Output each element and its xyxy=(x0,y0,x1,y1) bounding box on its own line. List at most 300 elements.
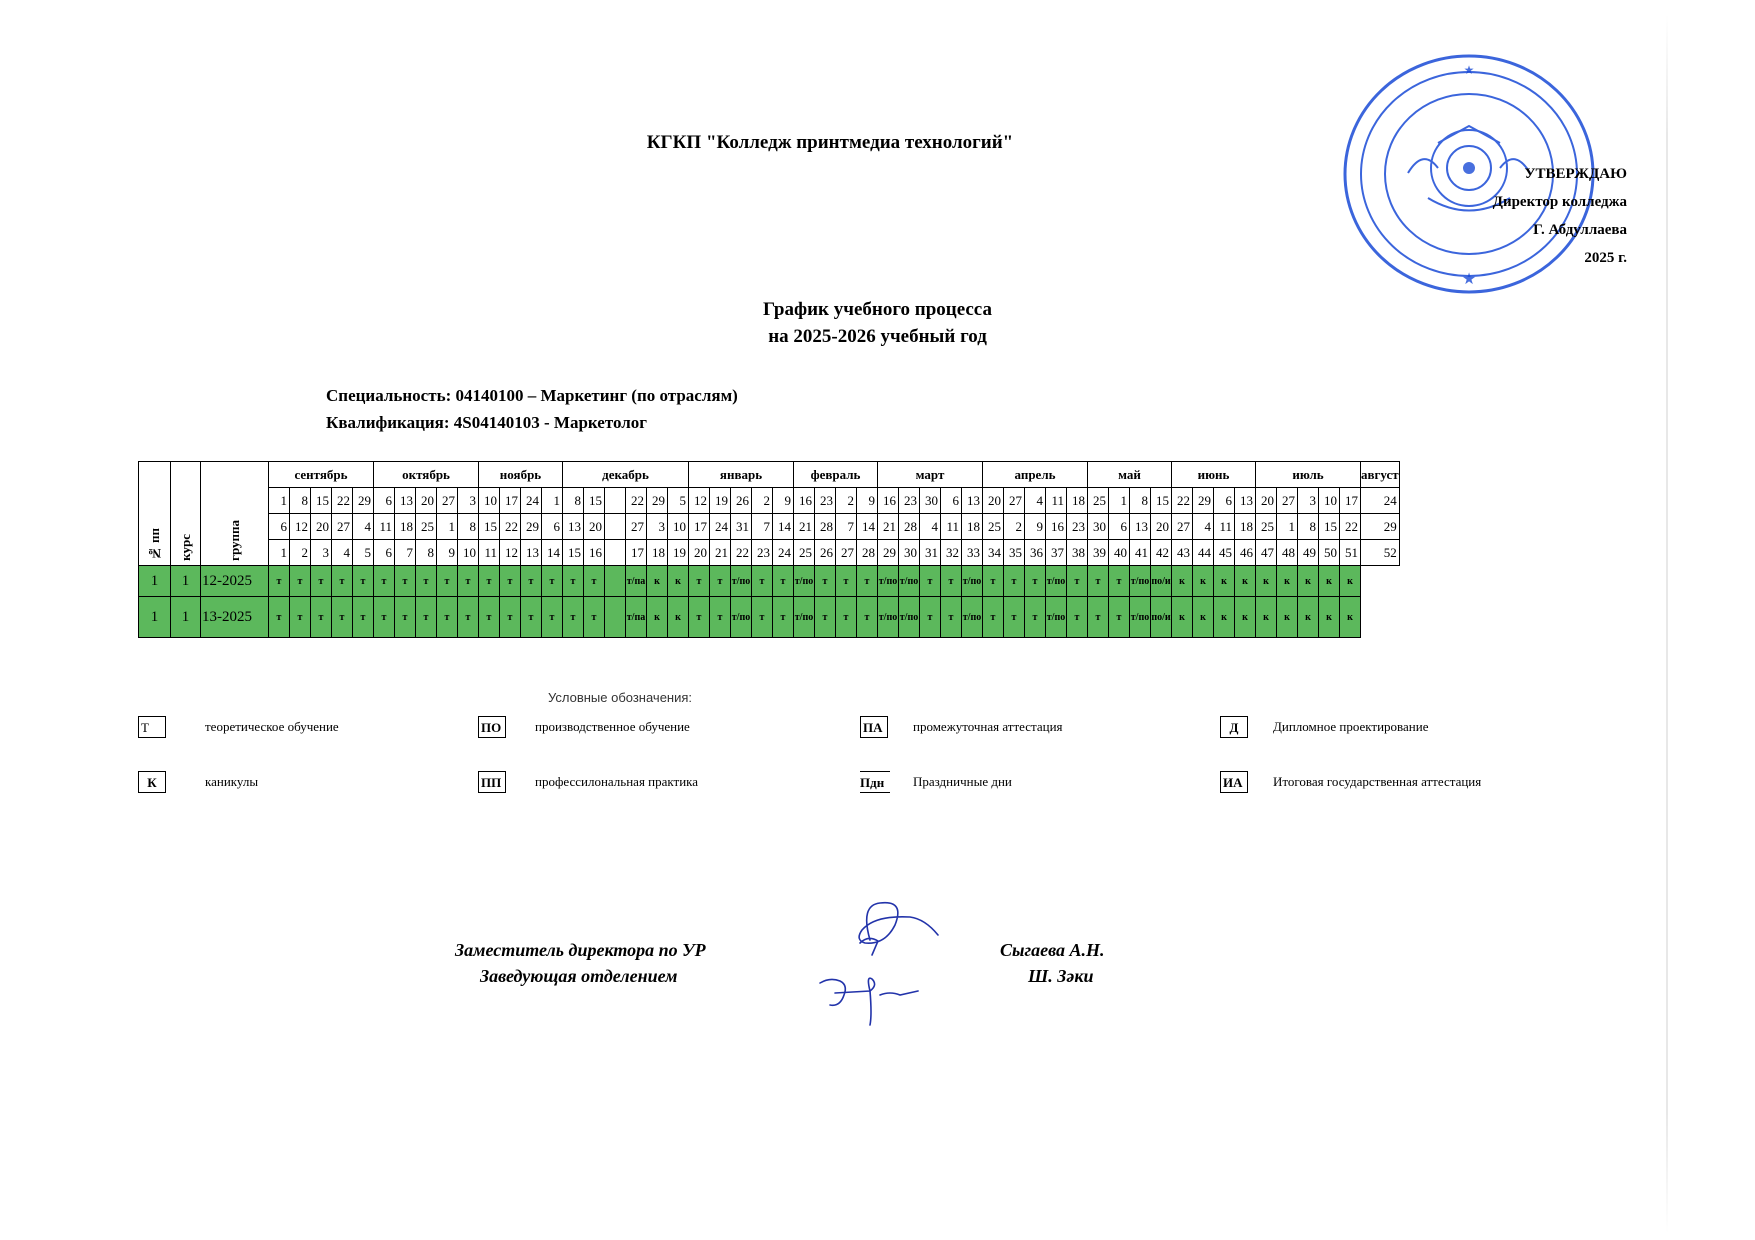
month-header: сентябрь xyxy=(269,462,374,488)
schedule-cell: т xyxy=(542,566,563,597)
month-header: август xyxy=(1361,462,1400,488)
schedule-cell: т xyxy=(773,566,794,597)
schedule-cell: т/по xyxy=(794,566,815,597)
schedule-cell: т xyxy=(710,597,731,638)
row-course: 1 xyxy=(171,566,201,597)
week-start-cell: 8 xyxy=(290,488,311,514)
week-start-cell: 15 xyxy=(1151,488,1172,514)
schedule-cell: т/по xyxy=(1130,597,1151,638)
week-num-cell: 9 xyxy=(437,540,458,566)
month-header: март xyxy=(878,462,983,488)
week-num-cell: 35 xyxy=(1004,540,1025,566)
week-end-cell: 8 xyxy=(458,514,479,540)
week-end-cell xyxy=(605,514,626,540)
schedule-cell: т/по xyxy=(1130,566,1151,597)
week-end-cell: 22 xyxy=(1340,514,1361,540)
week-end-cell: 3 xyxy=(647,514,668,540)
header-group: группа xyxy=(201,462,269,566)
schedule-cell: т/по xyxy=(1046,566,1067,597)
week-num-cell: 26 xyxy=(815,540,836,566)
schedule-cell: т xyxy=(1088,566,1109,597)
week-num-cell: 50 xyxy=(1319,540,1340,566)
week-num-cell: 17 xyxy=(626,540,647,566)
schedule-cell xyxy=(605,566,626,597)
week-start-cell: 20 xyxy=(1256,488,1277,514)
svg-text:★: ★ xyxy=(1463,63,1475,77)
legend-code: Д xyxy=(1220,716,1248,738)
week-start-cell: 6 xyxy=(941,488,962,514)
schedule-cell: по/и xyxy=(1151,597,1172,638)
schedule-cell: к xyxy=(1298,597,1319,638)
week-end-cell: 15 xyxy=(1319,514,1340,540)
week-start-cell: 1 xyxy=(542,488,563,514)
week-end-cell: 9 xyxy=(1025,514,1046,540)
schedule-cell: т xyxy=(1109,566,1130,597)
schedule-cell: т/по xyxy=(878,566,899,597)
week-num-cell: 28 xyxy=(857,540,878,566)
schedule-cell: т xyxy=(332,566,353,597)
week-end-cell: 10 xyxy=(668,514,689,540)
schedule-cell: к xyxy=(1298,566,1319,597)
week-num-cell: 30 xyxy=(899,540,920,566)
schedule-cell: т xyxy=(374,566,395,597)
legend-text: Итоговая государственная аттестация xyxy=(1273,774,1482,789)
week-num-cell: 29 xyxy=(878,540,899,566)
week-end-cell: 31 xyxy=(731,514,752,540)
schedule-cell: т xyxy=(479,566,500,597)
schedule-cell: т xyxy=(1109,597,1130,638)
schedule-cell: т xyxy=(689,566,710,597)
legend-code: ИА xyxy=(1220,771,1248,793)
schedule-cell xyxy=(605,597,626,638)
week-start-cell: 22 xyxy=(1172,488,1193,514)
schedule-cell: т xyxy=(1025,597,1046,638)
approval-block xyxy=(1367,160,1627,272)
schedule-cell: т xyxy=(983,597,1004,638)
week-num-cell: 41 xyxy=(1130,540,1151,566)
schedule-cell: к xyxy=(1319,566,1340,597)
week-num-cell: 39 xyxy=(1088,540,1109,566)
week-end-cell: 11 xyxy=(941,514,962,540)
schedule-cell: т xyxy=(290,597,311,638)
week-end-cell: 20 xyxy=(584,514,605,540)
schedule-cell: к xyxy=(668,597,689,638)
schedule-cell: т/по xyxy=(1046,597,1067,638)
week-start-cell: 29 xyxy=(1193,488,1214,514)
week-end-cell: 1 xyxy=(437,514,458,540)
week-end-cell: 13 xyxy=(563,514,584,540)
schedule-cell: т xyxy=(752,566,773,597)
schedule-cell: т xyxy=(1025,566,1046,597)
schedule-cell: т/па xyxy=(626,566,647,597)
schedule-cell: т xyxy=(563,597,584,638)
week-num-cell: 11 xyxy=(479,540,500,566)
legend-code: ПО xyxy=(478,716,506,738)
schedule-cell: т xyxy=(500,566,521,597)
week-num-cell: 8 xyxy=(416,540,437,566)
week-num-cell: 7 xyxy=(395,540,416,566)
head-role: Заведующая отделением xyxy=(480,966,678,986)
week-num-cell: 21 xyxy=(710,540,731,566)
week-num-cell: 36 xyxy=(1025,540,1046,566)
week-end-cell: 4 xyxy=(920,514,941,540)
week-end-cell: 4 xyxy=(1193,514,1214,540)
week-num-cell xyxy=(605,540,626,566)
handwritten-signature xyxy=(800,895,950,1030)
week-start-cell: 16 xyxy=(794,488,815,514)
schedule-cell: т xyxy=(857,597,878,638)
header-course: курс xyxy=(171,462,201,566)
week-start-cell xyxy=(605,488,626,514)
schedule-cell: т xyxy=(1004,597,1025,638)
week-end-cell: 18 xyxy=(1235,514,1256,540)
week-num-cell: 27 xyxy=(836,540,857,566)
week-end-cell: 16 xyxy=(1046,514,1067,540)
week-start-cell: 2 xyxy=(752,488,773,514)
week-start-cell: 10 xyxy=(479,488,500,514)
schedule-cell: к xyxy=(1277,566,1298,597)
schedule-cell: т xyxy=(479,597,500,638)
week-end-cell: 18 xyxy=(962,514,983,540)
week-num-cell: 19 xyxy=(668,540,689,566)
schedule-cell: т xyxy=(1067,566,1088,597)
week-start-cell: 30 xyxy=(920,488,941,514)
month-header: октябрь xyxy=(374,462,479,488)
schedule-cell: к xyxy=(647,597,668,638)
title-line-1: График учебного процесса xyxy=(763,299,992,320)
month-header: апрель xyxy=(983,462,1088,488)
week-start-cell: 24 xyxy=(1361,488,1400,514)
week-end-cell: 18 xyxy=(395,514,416,540)
schedule-cell: т xyxy=(269,597,290,638)
week-start-cell: 6 xyxy=(374,488,395,514)
legend-text: профессилональная практика xyxy=(535,774,699,789)
week-start-cell: 20 xyxy=(983,488,1004,514)
row-num: 1 xyxy=(139,566,171,597)
week-start-cell: 19 xyxy=(710,488,731,514)
approve-name: Г. Абдуллаева xyxy=(1533,222,1627,238)
schedule-cell: т/па xyxy=(626,597,647,638)
week-num-cell: 18 xyxy=(647,540,668,566)
title-line-2: на 2025-2026 учебный год xyxy=(768,326,987,347)
week-end-cell: 25 xyxy=(1256,514,1277,540)
schedule-cell: т xyxy=(752,597,773,638)
week-num-cell: 23 xyxy=(752,540,773,566)
svg-text:★: ★ xyxy=(1461,269,1477,288)
week-start-cell: 23 xyxy=(899,488,920,514)
schedule-cell: к xyxy=(1214,597,1235,638)
schedule-cell: т xyxy=(689,597,710,638)
week-start-cell: 8 xyxy=(1130,488,1151,514)
week-start-cell: 22 xyxy=(626,488,647,514)
week-end-cell: 27 xyxy=(332,514,353,540)
schedule-cell: т xyxy=(437,566,458,597)
specialty: Специальность: 04140100 – Маркетинг (по отраслям) xyxy=(326,386,738,405)
week-num-cell: 4 xyxy=(332,540,353,566)
schedule-cell: т xyxy=(374,597,395,638)
week-num-cell: 13 xyxy=(521,540,542,566)
week-num-cell: 10 xyxy=(458,540,479,566)
week-start-cell: 13 xyxy=(962,488,983,514)
week-start-cell: 18 xyxy=(1067,488,1088,514)
schedule-cell: т xyxy=(458,566,479,597)
week-start-cell: 4 xyxy=(1025,488,1046,514)
legend-code: ПА xyxy=(860,716,888,738)
legend-code: ПП xyxy=(478,771,506,793)
schedule-cell: к xyxy=(1256,566,1277,597)
week-end-cell: 20 xyxy=(311,514,332,540)
schedule-cell: к xyxy=(1235,597,1256,638)
schedule-cell: т xyxy=(584,566,605,597)
schedule-cell: т xyxy=(458,597,479,638)
schedule-cell: к xyxy=(647,566,668,597)
group-row xyxy=(139,566,1400,597)
group-row xyxy=(139,597,1400,638)
week-start-cell: 25 xyxy=(1088,488,1109,514)
week-start-cell: 13 xyxy=(1235,488,1256,514)
week-num-cell: 47 xyxy=(1256,540,1277,566)
month-header: ноябрь xyxy=(479,462,563,488)
week-start-cell: 2 xyxy=(836,488,857,514)
schedule-cell: т/по xyxy=(962,566,983,597)
schedule-cell: т xyxy=(269,566,290,597)
week-num-cell: 40 xyxy=(1109,540,1130,566)
approve-label: УТВЕРЖДАЮ xyxy=(1524,166,1627,182)
week-start-cell: 26 xyxy=(731,488,752,514)
legend-text: промежуточная аттестация xyxy=(913,719,1063,734)
week-num-cell: 22 xyxy=(731,540,752,566)
week-start-cell: 8 xyxy=(563,488,584,514)
week-num-cell: 2 xyxy=(290,540,311,566)
schedule-cell: к xyxy=(1256,597,1277,638)
schedule-cell: т/по xyxy=(962,597,983,638)
week-end-cell: 14 xyxy=(857,514,878,540)
week-num-cell: 5 xyxy=(353,540,374,566)
week-start-cell: 27 xyxy=(1277,488,1298,514)
week-num-cell: 12 xyxy=(500,540,521,566)
week-num-cell: 42 xyxy=(1151,540,1172,566)
week-start-cell: 29 xyxy=(353,488,374,514)
schedule-cell: т xyxy=(941,597,962,638)
schedule-cell: т xyxy=(836,566,857,597)
row-num: 1 xyxy=(139,597,171,638)
schedule-cell: к xyxy=(1235,566,1256,597)
week-start-cell: 9 xyxy=(857,488,878,514)
schedule-cell: т xyxy=(542,597,563,638)
week-num-cell: 32 xyxy=(941,540,962,566)
schedule-cell: т xyxy=(353,597,374,638)
schedule-cell: т xyxy=(815,597,836,638)
week-num-cell: 48 xyxy=(1277,540,1298,566)
row-group: 12-2025 xyxy=(201,566,269,597)
week-num-cell: 34 xyxy=(983,540,1004,566)
schedule-cell: т xyxy=(1067,597,1088,638)
page-edge xyxy=(1666,14,1668,1234)
week-start-cell: 1 xyxy=(1109,488,1130,514)
week-start-cell: 15 xyxy=(311,488,332,514)
week-num-cell: 52 xyxy=(1361,540,1400,566)
schedule-cell: т xyxy=(563,566,584,597)
schedule-cell: т xyxy=(416,566,437,597)
head-name: Ш. Зәки xyxy=(1028,966,1094,986)
week-num-cell: 33 xyxy=(962,540,983,566)
schedule-cell: т xyxy=(710,566,731,597)
week-end-cell: 25 xyxy=(416,514,437,540)
schedule-cell: т xyxy=(521,566,542,597)
week-start-cell: 3 xyxy=(1298,488,1319,514)
week-start-cell: 1 xyxy=(269,488,290,514)
schedule-cell: к xyxy=(1193,597,1214,638)
schedule-cell: к xyxy=(1340,566,1361,597)
week-end-cell: 25 xyxy=(983,514,1004,540)
schedule-cell: т xyxy=(1004,566,1025,597)
week-start-cell: 17 xyxy=(1340,488,1361,514)
legend-title: Условные обозначения: xyxy=(547,690,693,705)
week-start-cell: 13 xyxy=(395,488,416,514)
week-num-cell: 24 xyxy=(773,540,794,566)
week-num-cell: 43 xyxy=(1172,540,1193,566)
schedule-cell: т xyxy=(815,566,836,597)
week-end-cell: 21 xyxy=(878,514,899,540)
month-header: декабрь xyxy=(563,462,689,488)
legend-text: каникулы xyxy=(205,774,259,789)
week-num-cell: 38 xyxy=(1067,540,1088,566)
week-end-cell: 1 xyxy=(1277,514,1298,540)
week-num-cell: 6 xyxy=(374,540,395,566)
week-start-cell: 27 xyxy=(1004,488,1025,514)
week-start-cell: 6 xyxy=(1214,488,1235,514)
week-end-cell: 28 xyxy=(815,514,836,540)
week-start-cell: 9 xyxy=(773,488,794,514)
schedule-cell: т xyxy=(290,566,311,597)
week-num-cell: 16 xyxy=(584,540,605,566)
week-end-cell: 29 xyxy=(1361,514,1400,540)
schedule-table xyxy=(138,461,1400,638)
schedule-cell: т xyxy=(920,597,941,638)
week-end-cell: 13 xyxy=(1130,514,1151,540)
schedule-cell: по/и xyxy=(1151,566,1172,597)
week-num-cell: 44 xyxy=(1193,540,1214,566)
schedule-cell: т/по xyxy=(899,566,920,597)
schedule-cell: к xyxy=(1214,566,1235,597)
week-end-cell: 22 xyxy=(500,514,521,540)
schedule-cell: т xyxy=(584,597,605,638)
week-start-cell: 24 xyxy=(521,488,542,514)
week-start-cell: 22 xyxy=(332,488,353,514)
month-header: май xyxy=(1088,462,1172,488)
approve-date: 2025 г. xyxy=(1584,250,1627,266)
header-num: № пп xyxy=(139,462,171,566)
week-start-cell: 20 xyxy=(416,488,437,514)
week-end-cell: 29 xyxy=(521,514,542,540)
schedule-cell: т xyxy=(437,597,458,638)
schedule-cell: к xyxy=(668,566,689,597)
row-group: 13-2025 xyxy=(201,597,269,638)
schedule-cell: т xyxy=(1088,597,1109,638)
schedule-cell: т xyxy=(395,566,416,597)
week-end-cell: 7 xyxy=(752,514,773,540)
schedule-cell: т/по xyxy=(899,597,920,638)
legend-code: Т xyxy=(138,716,166,738)
legend-code: Пдн xyxy=(860,771,890,793)
week-num-cell: 3 xyxy=(311,540,332,566)
week-end-cell: 30 xyxy=(1088,514,1109,540)
week-end-cell: 24 xyxy=(710,514,731,540)
legend-text: Праздничные дни xyxy=(913,774,1012,789)
schedule-cell: т xyxy=(311,597,332,638)
week-num-cell: 51 xyxy=(1340,540,1361,566)
week-end-cell: 27 xyxy=(1172,514,1193,540)
week-num-cell: 49 xyxy=(1298,540,1319,566)
specialty-block xyxy=(326,382,738,436)
schedule-cell: т/по xyxy=(731,597,752,638)
week-end-cell: 12 xyxy=(290,514,311,540)
week-end-cell: 2 xyxy=(1004,514,1025,540)
week-num-cell: 37 xyxy=(1046,540,1067,566)
schedule-cell: т xyxy=(773,597,794,638)
week-num-cell: 31 xyxy=(920,540,941,566)
week-start-cell: 23 xyxy=(815,488,836,514)
week-start-cell: 3 xyxy=(458,488,479,514)
week-end-cell: 11 xyxy=(1214,514,1235,540)
month-header: июль xyxy=(1256,462,1361,488)
schedule-cell: т xyxy=(353,566,374,597)
month-header: январь xyxy=(689,462,794,488)
deputy-name: Сыгаева А.Н. xyxy=(1000,940,1105,960)
week-end-cell: 8 xyxy=(1298,514,1319,540)
approve-role: Директор колледжа xyxy=(1492,194,1627,210)
schedule-cell: т xyxy=(920,566,941,597)
month-header: июнь xyxy=(1172,462,1256,488)
week-end-cell: 11 xyxy=(374,514,395,540)
week-num-cell: 46 xyxy=(1235,540,1256,566)
row-course: 1 xyxy=(171,597,201,638)
week-start-cell: 15 xyxy=(584,488,605,514)
schedule-cell: т xyxy=(983,566,1004,597)
schedule-cell: к xyxy=(1172,597,1193,638)
schedule-cell: т xyxy=(311,566,332,597)
schedule-cell: т xyxy=(941,566,962,597)
college-name: КГКП "Колледж принтмедиа технологий" xyxy=(646,132,1014,153)
schedule-cell: к xyxy=(1340,597,1361,638)
schedule-cell: к xyxy=(1319,597,1340,638)
schedule-cell: т xyxy=(332,597,353,638)
schedule-cell: т xyxy=(857,566,878,597)
week-start-cell: 17 xyxy=(500,488,521,514)
legend-text: Дипломное проектирование xyxy=(1273,719,1429,734)
week-start-cell: 11 xyxy=(1046,488,1067,514)
week-num-cell: 15 xyxy=(563,540,584,566)
week-end-cell: 14 xyxy=(773,514,794,540)
week-num-cell: 1 xyxy=(269,540,290,566)
legend-code: К xyxy=(138,771,166,793)
week-end-cell: 27 xyxy=(626,514,647,540)
week-start-cell: 27 xyxy=(437,488,458,514)
week-start-cell: 10 xyxy=(1319,488,1340,514)
week-start-cell: 29 xyxy=(647,488,668,514)
week-end-cell: 20 xyxy=(1151,514,1172,540)
week-end-cell: 6 xyxy=(542,514,563,540)
schedule-cell: к xyxy=(1277,597,1298,638)
week-end-cell: 28 xyxy=(899,514,920,540)
qualification: Квалификация: 4S04140103 - Маркетолог xyxy=(326,413,647,432)
week-end-cell: 4 xyxy=(353,514,374,540)
schedule-cell: т xyxy=(836,597,857,638)
week-end-cell: 6 xyxy=(1109,514,1130,540)
week-end-cell: 6 xyxy=(269,514,290,540)
week-end-cell: 23 xyxy=(1067,514,1088,540)
document-title xyxy=(0,296,1755,350)
